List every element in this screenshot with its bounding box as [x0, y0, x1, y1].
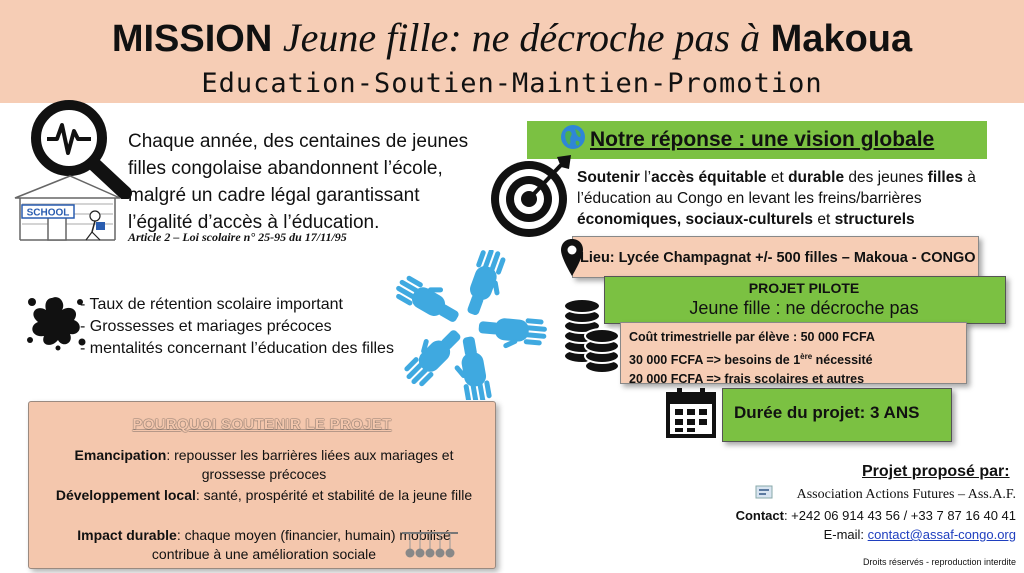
- cost-details: [629, 328, 875, 389]
- cost-line: 20 000 FCFA => frais scolaires et autres: [629, 372, 865, 387]
- why-item-label: Impact durable: [77, 527, 177, 543]
- rights-notice: Droits réservés - reproduction interdite: [862, 557, 1016, 567]
- contact-phone: : +242 06 914 43 56 / +33 7 87 16 40 41: [783, 508, 1016, 523]
- calendar-icon: [665, 386, 717, 438]
- pilot-project-label: PROJET PILOTE: [748, 280, 860, 296]
- page-title: [0, 14, 1024, 61]
- factor-item: - Grossesses et mariages précoces: [80, 318, 332, 335]
- proposed-by-title: Projet proposé par:: [862, 463, 1010, 480]
- why-item-text: : santé, prospérité et stabilité de la jeune fille: [195, 487, 473, 503]
- vision-text: l’: [639, 169, 652, 186]
- school-sign: SCHOOL: [26, 207, 70, 219]
- why-item-development: [49, 486, 479, 505]
- email-line: [600, 527, 1016, 542]
- email-label: E-mail:: [823, 527, 868, 542]
- association-name: Association Actions Futures – Ass.A.F.: [796, 487, 1016, 502]
- newton-cradle-icon: [398, 530, 462, 560]
- school-illustration: [10, 168, 125, 248]
- pilot-project-name: Jeune fille : ne décroche pas: [689, 298, 919, 318]
- cost-line: Coût trimestrielle par élève : 50 000 FCFA: [629, 330, 875, 344]
- law-reference: Article 2 – Loi scolaire n° 25-95 du 17/11/95: [128, 230, 347, 244]
- cost-line-part: nécessité: [812, 353, 873, 368]
- vision-text: et: [766, 169, 789, 186]
- vision-bold: structurels: [834, 211, 915, 228]
- title-makoua: Makoua: [770, 18, 913, 60]
- vision-bold: durable: [788, 169, 845, 186]
- cost-line-part: 30 000 FCFA => besoins de 1: [629, 353, 801, 368]
- title-script: Jeune fille: ne décroche pas à: [282, 15, 761, 60]
- vision-text: à l’éducation au Congo en levant les freins/barrières: [577, 169, 976, 207]
- cost-line-sup: ère: [800, 352, 813, 361]
- vision-paragraph: [577, 167, 1007, 230]
- page-subtitle: Education-Soutien-Maintien-Promotion: [201, 68, 823, 99]
- title-mission: MISSION: [111, 18, 273, 60]
- vision-bold: Soutenir: [577, 169, 640, 186]
- location-text: Lieu: Lycée Champagnat +/- 500 filles – Makoua - CONGO: [580, 250, 976, 266]
- why-support-title: POURQUOI SOUTENIR LE PROJET: [132, 416, 392, 433]
- target-icon: [487, 153, 575, 239]
- factor-item: - Taux de rétention scolaire important: [80, 296, 343, 313]
- duration-text: Durée du projet: 3 ANS: [734, 403, 920, 422]
- ink-splash-icon: [22, 290, 88, 352]
- coins-stack-icon: [560, 296, 622, 378]
- contact-line: [600, 508, 1016, 523]
- response-heading: Notre réponse : une vision globale: [590, 128, 935, 151]
- vision-text: et: [813, 211, 835, 228]
- vision-bold: économiques, sociaux-culturels: [577, 211, 814, 228]
- email-link[interactable]: contact@assaf-congo.org: [867, 527, 1016, 542]
- contact-label: Contact: [735, 508, 784, 523]
- dropout-factors-list: [80, 294, 400, 360]
- why-item-label: Emancipation: [74, 447, 167, 463]
- vision-text: des jeunes: [844, 169, 928, 186]
- vision-bold: accès équitable: [651, 169, 767, 186]
- why-item-label: Développement local: [55, 487, 196, 503]
- globe-icon: [560, 124, 586, 150]
- hands-icon: [380, 250, 555, 400]
- cost-line: [629, 347, 875, 370]
- vision-bold: filles: [927, 169, 963, 186]
- why-item-emancipation: [49, 446, 479, 484]
- factor-item: - mentalités concernant l’éducation des filles: [80, 340, 394, 357]
- why-item-text: : repousser les barrières liées aux mariages et grossesse précoces: [166, 447, 454, 482]
- why-item-text: : chaque moyen (financier, humain) mobilisé contribue à une amélioration sociale: [151, 527, 451, 562]
- intro-text: Chaque année, des centaines de jeunes filles congolaise abandonnent l’école, malgré un cadre légal garantissant l’égalité d’accès à l’éducation.: [128, 131, 469, 233]
